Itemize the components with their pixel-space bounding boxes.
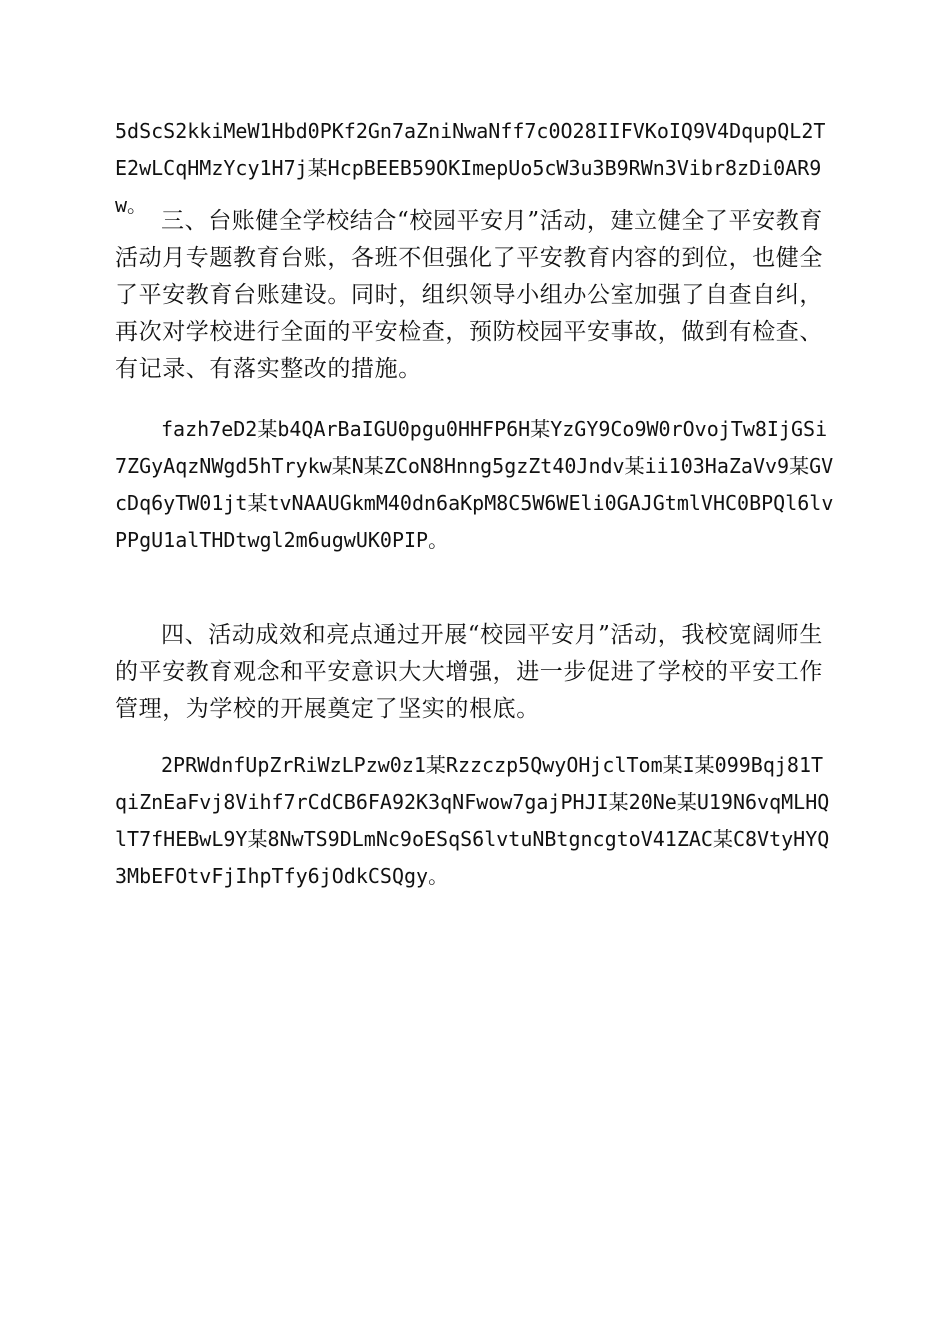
section-three-paragraph: 三、台账健全学校结合“校园平安月”活动，建立健全了平安教育活动月专题教育台账，各班不但强化了平安教育内容的到位，也健全了平安教育台账建设。同时，组织领导小组办公室加强了自查自纠，再次对学校进行全面的平安检查，预防校园平安事故，做到有检查、有记录、有落实整改的措施。 (115, 208, 823, 382)
code-paragraph-2: fazh7eD2某b4QArBaIGU0pgu0HHFP6H某YzGY9Co9W0rOvojTw8IjGSi7ZGyAqzNWgd5hTrykw某N某ZCoN8Hnng5gzZt40Jndv某ii103HaZaVv9某GVcDq6yTW01jt某tvNAAUGkmM40dn6aKpM8C5W6WEli0GAJGtmlVHC0BPQl6lvPPgU1alTHDtwgl2m6ugwUK0PIP。 (115, 417, 834, 552)
code-paragraph-3: 2PRWdnfUpZrRiWzLPzw0z1某Rzzczp5QwyOHjclTom某I某099Bqj81TqiZnEaFvj8Vihf7rCdCB6FA92K3qNFwow7gajPHJI某20Ne某U19N6vqMLHQlT7fHEBwL9Y某8NwTS9DLmNc9oESqS6lvtuNBtgncgtoV41ZAC某C8VtyHYQ3MbEFOtvFjIhpTfy6jOdkCSQgy。 (115, 753, 830, 888)
code-paragraph-1: 5dScS2kkiMeW1Hbd0PKf2Gn7aZniNwaNff7c0O28IIFVKoIQ9V4DqupQL2TE2wLCqHMzYcy1H7j某HcpBEEB59OKImepUo5cW3u3B9RWn3Vibr8zDi0AR9w。 (115, 119, 826, 217)
section-four-paragraph: 四、活动成效和亮点通过开展“校园平安月”活动，我校宽阔师生的平安教育观念和平安意识大大增强，进一步促进了学校的平安工作管理，为学校的开展奠定了坚实的根底。 (115, 622, 823, 722)
